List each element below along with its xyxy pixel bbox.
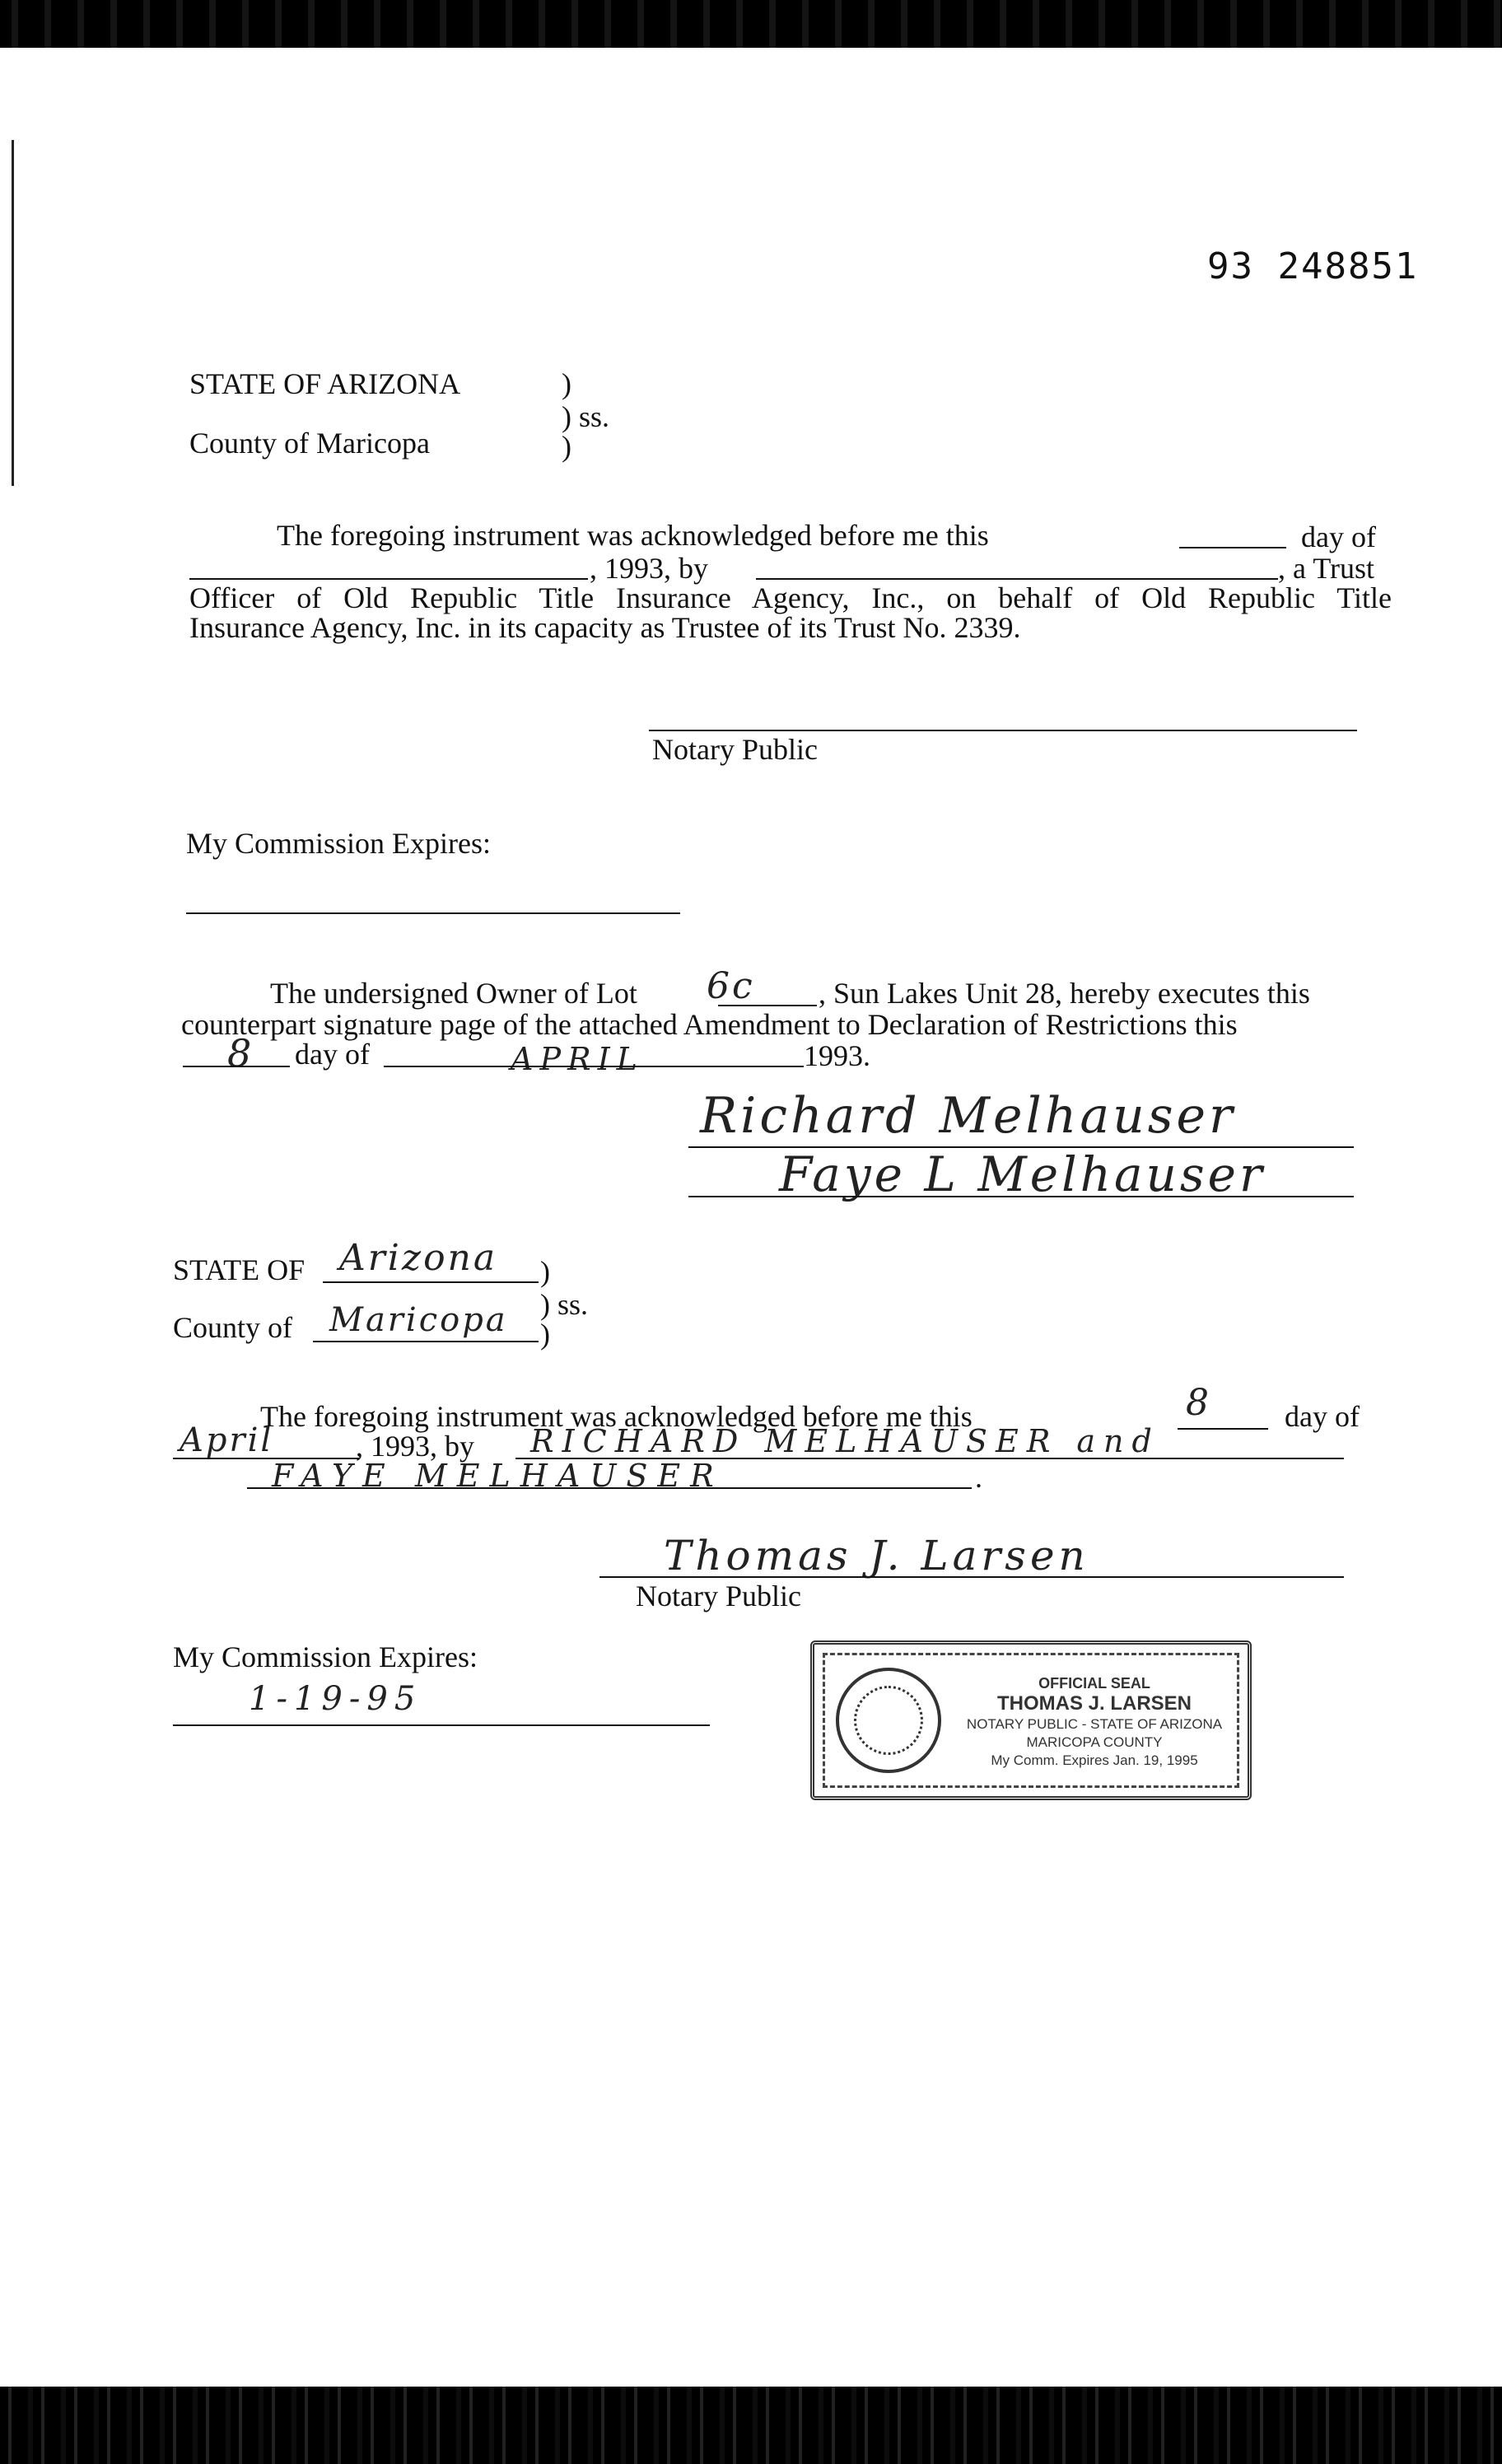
seal-state: NOTARY PUBLIC - STATE OF ARIZONA — [966, 1716, 1223, 1732]
ack2-text: , 1993, by — [356, 1430, 474, 1463]
owner-text: The undersigned Owner of Lot — [270, 977, 637, 1010]
owner-text: 1993. — [804, 1039, 870, 1072]
commission-label: My Commission Expires: — [186, 827, 492, 860]
ack2-month-value: April — [180, 1421, 274, 1459]
state-label: STATE OF — [173, 1253, 306, 1286]
ack-text: , 1993, by — [590, 552, 708, 585]
seal-expiry: My Comm. Expires Jan. 19, 1995 — [991, 1752, 1198, 1768]
ss-label: ) ss. — [562, 400, 610, 433]
owner-text: , Sun Lakes Unit 28, hereby executes this — [819, 977, 1310, 1010]
lot-value: 6c — [707, 965, 755, 1007]
owner-day-value: 8 — [227, 1031, 254, 1076]
ack-text: The foregoing instrument was acknowledged before me this — [277, 519, 989, 552]
commission-line — [186, 912, 680, 914]
ack-text: Officer of Old Republic Title Insurance Agency, Inc., on behalf of Old Republic Title — [189, 581, 1392, 614]
owner-text: day of — [295, 1038, 370, 1071]
bracket: ) — [562, 367, 571, 400]
ack2-text: The foregoing instrument was acknowledged before me this — [260, 1400, 973, 1433]
ack2-day-line — [1178, 1428, 1268, 1430]
blank-day-line — [1179, 547, 1286, 548]
owner-month-value: APRIL — [511, 1041, 644, 1077]
state-line — [323, 1281, 539, 1283]
owner-signature-1: Richard Melhauser — [700, 1087, 1236, 1145]
owner-signature-2: Faye L Melhauser — [779, 1146, 1266, 1202]
seal-text — [954, 1674, 1234, 1770]
county-line — [313, 1341, 539, 1342]
ack-text: day of — [1301, 520, 1376, 553]
lot-line — [718, 1005, 817, 1006]
seal-title: OFFICIAL SEAL — [1038, 1675, 1150, 1692]
ack-text: , a Trust — [1278, 552, 1375, 585]
ack2-day-value: 8 — [1186, 1382, 1211, 1424]
commission-value: 1-19-95 — [249, 1680, 422, 1718]
notary-label: Notary Public — [652, 733, 818, 766]
notary-label: Notary Public — [636, 1580, 801, 1612]
bracket: ) — [562, 430, 571, 463]
commission-line — [173, 1724, 710, 1726]
ack2-text: day of — [1285, 1400, 1360, 1433]
notary-signature: Thomas J. Larsen — [664, 1532, 1089, 1580]
scan-left-edge — [12, 140, 14, 486]
owner-month-line — [384, 1066, 804, 1067]
bracket: ) — [540, 1255, 550, 1288]
ack2-name-line-2 — [247, 1487, 972, 1489]
county-value: Maricopa — [329, 1301, 508, 1339]
blank-month-line — [189, 578, 588, 580]
notary-signature-line — [599, 1576, 1344, 1578]
ack2-name-2: FAYE MELHAUSER — [272, 1458, 724, 1494]
scan-top-edge — [0, 0, 1502, 48]
bracket: ) — [540, 1318, 550, 1351]
owner-day-line — [183, 1066, 290, 1067]
commission-label: My Commission Expires: — [173, 1640, 478, 1673]
seal-notary-name: THOMAS J. LARSEN — [996, 1692, 1192, 1715]
recording-number: 93 248851 — [1207, 245, 1419, 287]
state-heading: STATE OF ARIZONA — [189, 367, 461, 400]
ack-text: Insurance Agency, Inc. in its capacity as Trustee of its Trust No. 2339. — [189, 611, 1021, 644]
notary-signature-line — [649, 730, 1357, 731]
ss-label: ) ss. — [540, 1288, 589, 1321]
notary-seal-stamp — [810, 1640, 1252, 1800]
blank-officer-line — [756, 578, 1278, 580]
county-label: County of — [173, 1311, 293, 1344]
state-value: Arizona — [339, 1237, 498, 1279]
scan-bottom-edge — [0, 2387, 1502, 2464]
state-seal-emblem-icon — [836, 1668, 941, 1773]
seal-county: MARICOPA COUNTY — [1026, 1734, 1163, 1750]
owner-text: counterpart signature page of the attached Amendment to Declaration of Restrictions this — [181, 1008, 1238, 1041]
owner-signature-line-2 — [688, 1196, 1354, 1197]
ack2-name-1: RICHARD MELHAUSER and — [530, 1423, 1160, 1459]
ack2-period: . — [975, 1461, 982, 1494]
county-heading: County of Maricopa — [189, 427, 430, 460]
